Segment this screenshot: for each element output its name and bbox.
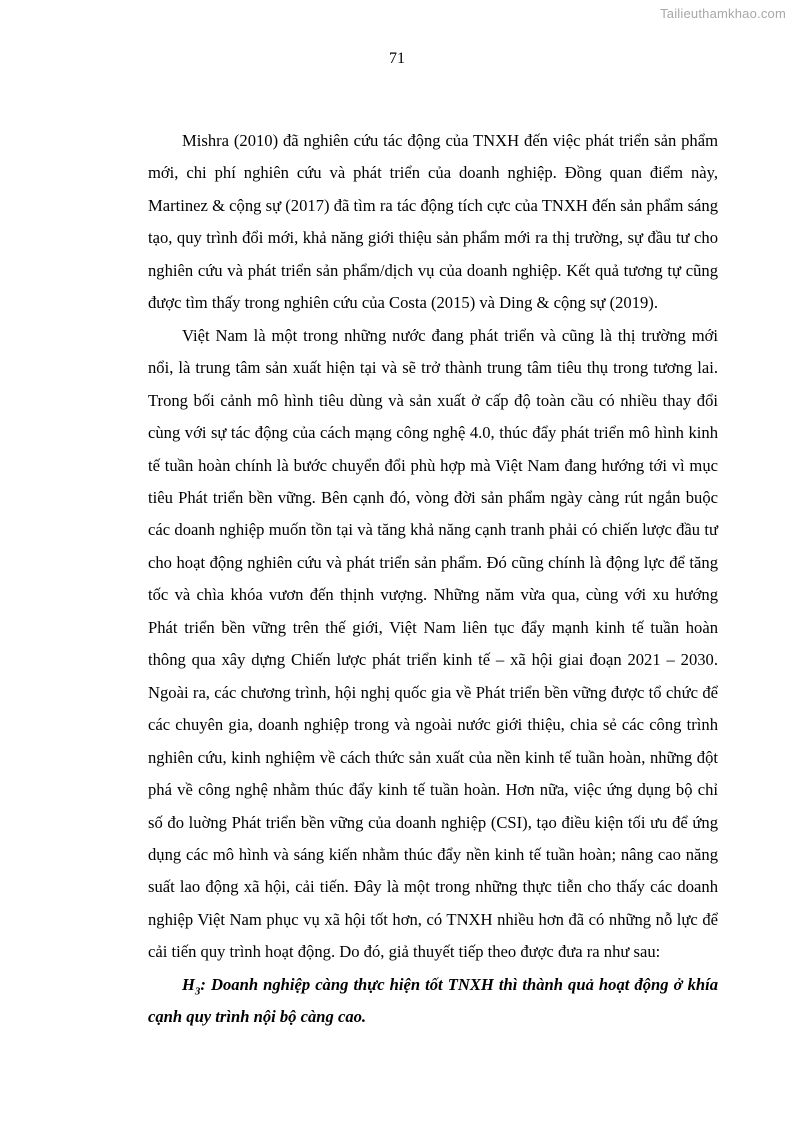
paragraph-2: Việt Nam là một trong những nước đang phát triển và cũng là thị trường mới nổi, là trung tâm sản xuất hiện tại và sẽ trở thành trung tâm tiêu thụ trong tương lai. Trong bối cảnh mô hình tiêu dùng và sản xuất ở cấp độ toàn cầu có nhiều thay đổi cùng với sự tác động của cách mạng công nghệ 4.0, thúc đẩy phát triển mô hình kinh tế tuần hoàn chính là bước chuyển đổi phù hợp mà Việt Nam đang hướng tới vì mục tiêu Phát triển bền vững. Bên cạnh đó, vòng đời sản phẩm ngày càng rút ngắn buộc các doanh nghiệp muốn tồn tại và tăng khả năng cạnh tranh phải có chiến lược đầu tư cho hoạt động nghiên cứu và phát triển sản phẩm. Đó cũng chính là động lực để tăng tốc và chìa khóa vươn đến thịnh vượng. Những năm vừa qua, cùng với xu hướng Phát triển bền vững trên thế giới, Việt Nam liên tục đẩy mạnh kinh tế tuần hoàn thông qua xây dựng Chiến lược phát triển kinh tế – xã hội giai đoạn 2021 – 2030. Ngoài ra, các chương trình, hội nghị quốc gia về Phát triển bền vững được tổ chức để các chuyên gia, doanh nghiệp trong và ngoài nước giới thiệu, chia sẻ các công trình nghiên cứu, kinh nghiệm về cách thức sản xuất của nền kinh tế tuần hoàn, những đột phá về công nghệ nhằm thúc đẩy kinh tế tuần hoàn. Hơn nữa, việc ứng dụng bộ chỉ số đo luờng Phát triển bền vững của doanh nghiệp (CSI), tạo điều kiện tối ưu để ứng dụng các mô hình và sáng kiến nhằm thúc đẩy nền kinh tế tuần hoàn; nâng cao năng suất lao động xã hội, cải tiến. Đây là một trong những thực tiễn cho thấy các doanh nghiệp Việt Nam phục vụ xã hội tốt hơn, có TNXH nhiều hơn đã có những nỗ lực để cải tiến quy trình hoạt động. Do đó, giả thuyết tiếp theo được đưa ra như sau: [148,325,718,962]
hypothesis-statement [148,969,718,1034]
hypothesis-label: H [182,974,195,994]
page-number: 71 [389,50,405,67]
hypothesis-text: : Doanh nghiệp càng thực hiện tốt TNXH thì thành quả hoạt động ở khía cạnh quy trình nội bộ càng cao. [148,974,718,1027]
document-body [148,125,718,1034]
watermark: Tailieuthamkhao.com [660,6,786,21]
hypothesis-subscript: 3 [194,985,201,998]
paragraph-1: Mishra (2010) đã nghiên cứu tác động của TNXH đến việc phát triển sản phẩm mới, chi phí nghiên cứu và phát triển của doanh nghiệp. Đồng quan điểm này, Martinez & cộng sự (2017) đã tìm ra tác động tích cực của TNXH đến sản phẩm sáng tạo, quy trình đổi mới, khả năng giới thiệu sản phẩm mới ra thị trường, sự đầu tư cho nghiên cứu và phát triển sản phẩm/dịch vụ của doanh nghiệp. Kết quả tương tự cũng được tìm thấy trong nghiên cứu của Costa (2015) và Ding & cộng sự (2019). [148,131,718,313]
